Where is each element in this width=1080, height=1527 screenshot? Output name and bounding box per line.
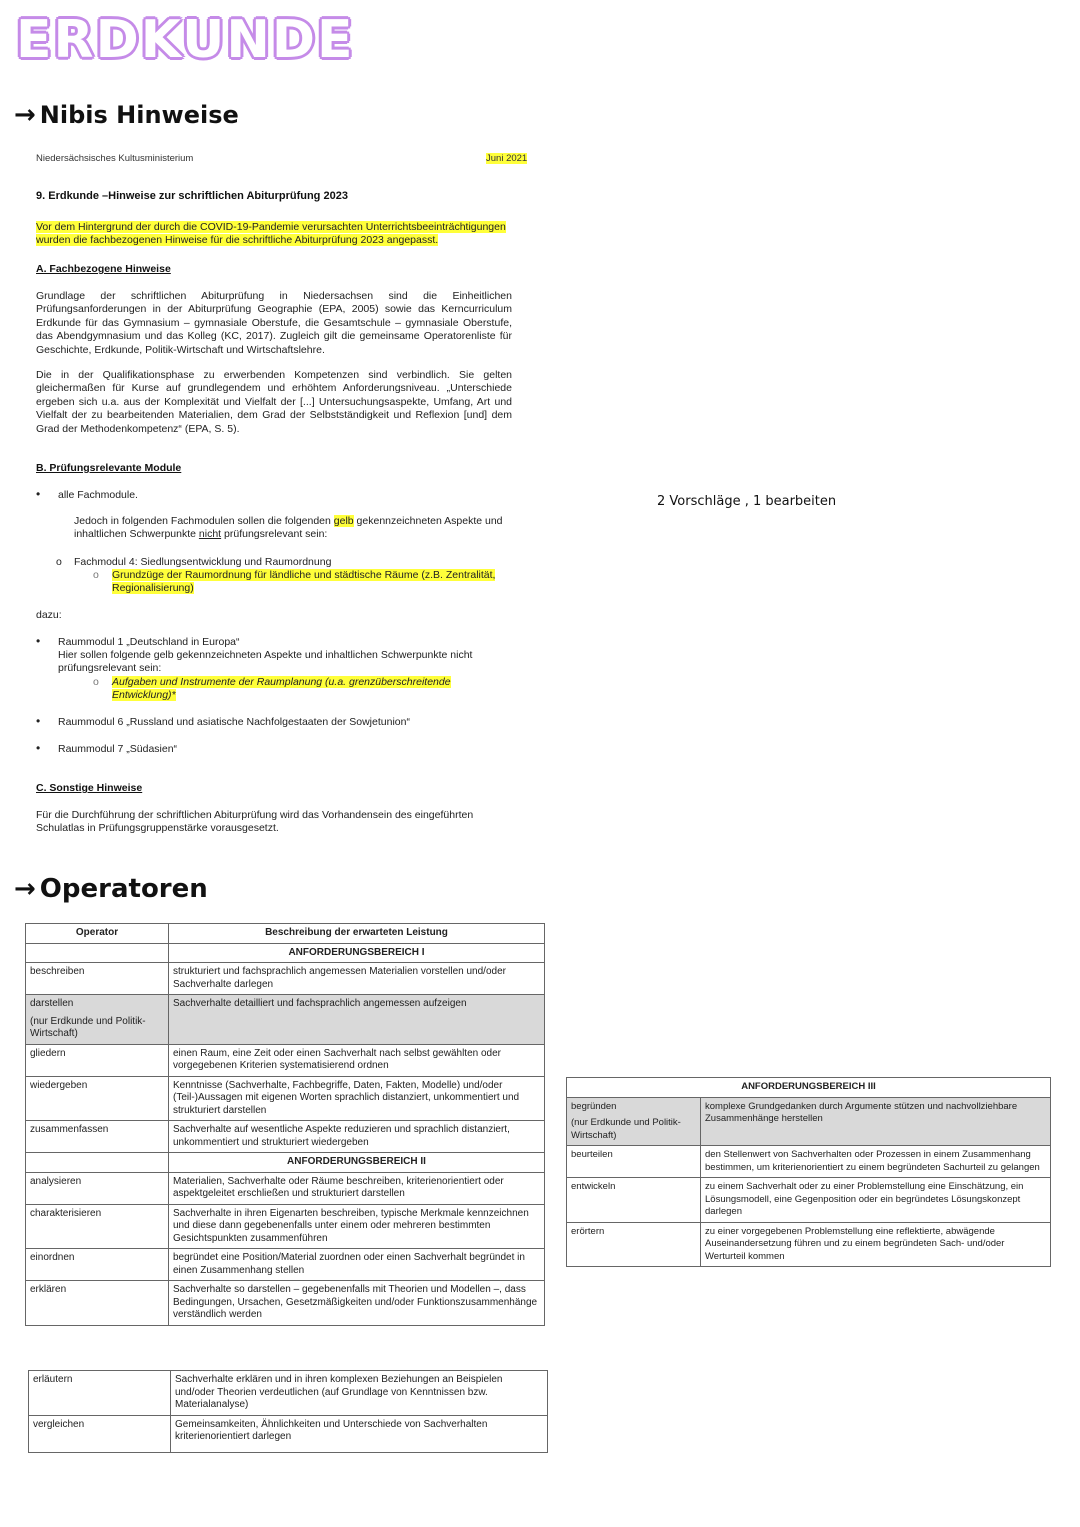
area-1-label: ANFORDERUNGSBEREICH I <box>169 943 545 963</box>
operators-table-area-3 <box>566 1077 1051 1267</box>
section-a-title: A. Fachbezogene Hinweise <box>36 263 171 275</box>
circle-bullet-icon: o <box>93 676 99 688</box>
table-row: erläutern Sachverhalte erklären und in ihren komplexen Beziehungen an Beispielen und/oder Theorien verdeutlichen (auf Grundlage von Kenntnissen bzw. Materialanalyse) <box>29 1371 548 1416</box>
side-note: 2 Vorschläge , 1 bearbeiten <box>657 494 837 509</box>
table-row: wiedergeben Kenntnisse (Sachverhalte, Fachbegriffe, Daten, Fakten, Modelle) und/oder (Teil-)Aussagen mit eigenen Worten sprachlich distanziert, unkommentiert und strukturiert darstellen <box>26 1076 545 1121</box>
doc-date: Juni 2021 <box>486 153 528 164</box>
table-row: entwickeln zu einem Sachverhalt oder zu einer Problemstellung eine Einschätzung, ein Lösungsmodell, eine Gegenposition oder ein begründetes Lösungskonzept darlegen <box>567 1178 1051 1223</box>
bullet-icon: • <box>36 487 41 501</box>
table-row: beschreiben strukturiert und fachsprachlich angemessen Materialien vorstellen und/oder Sachverhalte darlegen <box>26 963 545 995</box>
raummodul-1: Raummodul 1 „Deutschland in Europa“ <box>58 636 240 648</box>
heading-nibis: → Nibis Hinweise <box>14 100 239 130</box>
raummodul-1-excluded: Aufgaben und Instrumente der Raumplanung (u.a. grenzüberschreitende Entwicklung)* <box>112 676 451 702</box>
raummodul-7: Raummodul 7 „Südasien“ <box>58 743 178 755</box>
col-description: Beschreibung der erwarteten Leistung <box>169 924 545 944</box>
section-b-title: B. Prüfungsrelevante Module <box>36 462 182 474</box>
arrow-right-icon: → <box>14 100 36 130</box>
raummodul-1-text: Hier sollen folgende gelb gekennzeichneten Aspekte und inhaltlichen Schwerpunkte nicht prüfungsrelevant sein: <box>58 649 473 675</box>
table-row: erklären Sachverhalte so darstellen – gegebenenfalls mit Theorien und Modellen –, dass Bedingungen, Ursachen, Gesetzmäßigkeiten und/oder Funktionszusammenhänge verständlich werden <box>26 1281 545 1326</box>
table-row: charakterisieren Sachverhalte in ihren Eigenarten beschreiben, typische Merkmale kennzeichnen und diese dann gegebenenfalls unter einem oder mehreren bestimmten Gesichtspunkten zusammenführen <box>26 1204 545 1249</box>
section-c-title: C. Sonstige Hinweise <box>36 782 143 794</box>
fachmodul-4: Fachmodul 4: Siedlungsentwicklung und Raumordnung <box>74 556 332 568</box>
table-row: erörtern zu einer vorgegebenen Problemstellung eine reflektierte, abwägende Auseinandersetzung führen und zu einem begründeten Sach- und/oder Werturteil kommen <box>567 1222 1051 1267</box>
table-row: beurteilen den Stellenwert von Sachverhalten oder Prozessen in einem Zusammenhang bestimmen, um kriterienorientiert zu einem begründeten Sachurteil zu gelangen <box>567 1146 1051 1178</box>
table-row: begründen (nur Erdkunde und Politik-Wirtschaft) komplexe Grundgedanken durch Argumente stützen und nachvollziehbare Zusammenhänge herstellen <box>567 1097 1051 1146</box>
circle-bullet-icon: o <box>56 556 62 568</box>
table-row: zusammenfassen Sachverhalte auf wesentliche Aspekte reduzieren und sprachlich distanziert, unkommentiert und strukturiert wiedergeben <box>26 1121 545 1153</box>
bullet-icon: • <box>36 714 41 728</box>
arrow-right-icon: → <box>14 874 36 904</box>
ministry-label: Niedersächsisches Kultusministerium <box>36 153 194 164</box>
area-row <box>26 1153 545 1173</box>
page-title: ERDKUNDE <box>16 10 355 70</box>
doc-heading: 9. Erdkunde –Hinweise zur schriftlichen Abiturprüfung 2023 <box>36 190 348 202</box>
section-a-paragraph-1: Grundlage der schriftlichen Abiturprüfung in Niedersachsen sind die Einheitlichen Prüfungsanforderungen in der Abiturprüfung Geographie (EPA, 2005) sowie das Kerncurriculum Erdkunde für das Gymnasium – gymnasiale Oberstufe, die Gesamtschule – gymnasiale Oberstufe, das Abendgymnasium und das Kolleg (KC, 2017). Zugleich gilt die gemeinsame Operatorenliste für Geschichte, Erdkunde, Politik-Wirtschaft und Wirtschaftslehre. <box>36 290 512 356</box>
operators-table <box>25 923 545 1326</box>
table-header <box>26 924 545 944</box>
covid-note: Vor dem Hintergrund der durch die COVID-19-Pandemie verursachten Unterrichtsbeeinträchtigungen wurden die fachbezogenen Hinweise für die schriftliche Abiturprüfung 2023 angepasst. <box>36 221 506 247</box>
circle-bullet-icon: o <box>93 569 99 581</box>
table-row: vergleichen Gemeinsamkeiten, Ähnlichkeiten und Unterschiede von Sachverhalten kriterienorientiert darlegen <box>29 1415 548 1452</box>
section-c-paragraph: Für die Durchführung der schriftlichen Abiturprüfung wird das Vorhandensein des eingeführten Schulatlas in Prüfungsgruppenstärke vorausgesetzt. <box>36 809 474 835</box>
area-2-label: ANFORDERUNGSBEREICH II <box>169 1153 545 1173</box>
area-row <box>26 943 545 963</box>
area-3-label: ANFORDERUNGSBEREICH III <box>567 1078 1051 1098</box>
section-a-paragraph-2: Die in der Qualifikationsphase zu erwerbenden Kompetenzen sind verbindlich. Sie gelten gleichermaßen für Kurse auf grundlegendem und erhöhtem Anforderungsniveau. „Unterschiede ergeben sich u.a. aus der Komplexität und Vielfalt der [...] Untersuchungsaspekte, Umfang, Art und Vielfalt der zu bearbeitenden Materialien, dem Grad der Selbstständigkeit und Reflexion [und] dem Grad der Methodenkompetenz“ (EPA, S. 5). <box>36 369 512 435</box>
module-item-all: alle Fachmodule. <box>58 489 138 501</box>
heading-operatoren: → Operatoren <box>14 874 208 904</box>
area-row <box>567 1078 1051 1098</box>
module-exceptions-text: Jedoch in folgenden Fachmodulen sollen die folgenden gelb gekennzeichneten Aspekte und inhaltlichen Schwerpunkte nicht prüfungsrelevant sein: <box>74 515 503 541</box>
bullet-icon: • <box>36 741 41 755</box>
fachmodul-4-excluded: Grundzüge der Raumordnung für ländliche und städtische Räume (z.B. Zentralität, Regionalisierung) <box>112 569 496 595</box>
table-row: analysieren Materialien, Sachverhalte oder Räume beschreiben, kriterienorientiert oder aspektgeleitet erschließen und strukturiert darstellen <box>26 1172 545 1204</box>
table-row: gliedern einen Raum, eine Zeit oder einen Sachverhalt nach selbst gewählten oder vorgegebenen Kriterien systematisierend ordnen <box>26 1044 545 1076</box>
table-row: einordnen begründet eine Position/Material zuordnen oder einen Sachverhalt begründet in einen Zusammenhang stellen <box>26 1249 545 1281</box>
table-row: darstellen (nur Erdkunde und Politik-Wirtschaft) Sachverhalte detailliert und fachsprachlich angemessen aufzeigen <box>26 995 545 1045</box>
dazu-label: dazu: <box>36 609 62 621</box>
operators-table-continuation <box>28 1370 548 1453</box>
raummodul-6: Raummodul 6 „Russland und asiatische Nachfolgestaaten der Sowjetunion“ <box>58 716 410 728</box>
col-operator: Operator <box>26 924 169 944</box>
bullet-icon: • <box>36 634 41 648</box>
